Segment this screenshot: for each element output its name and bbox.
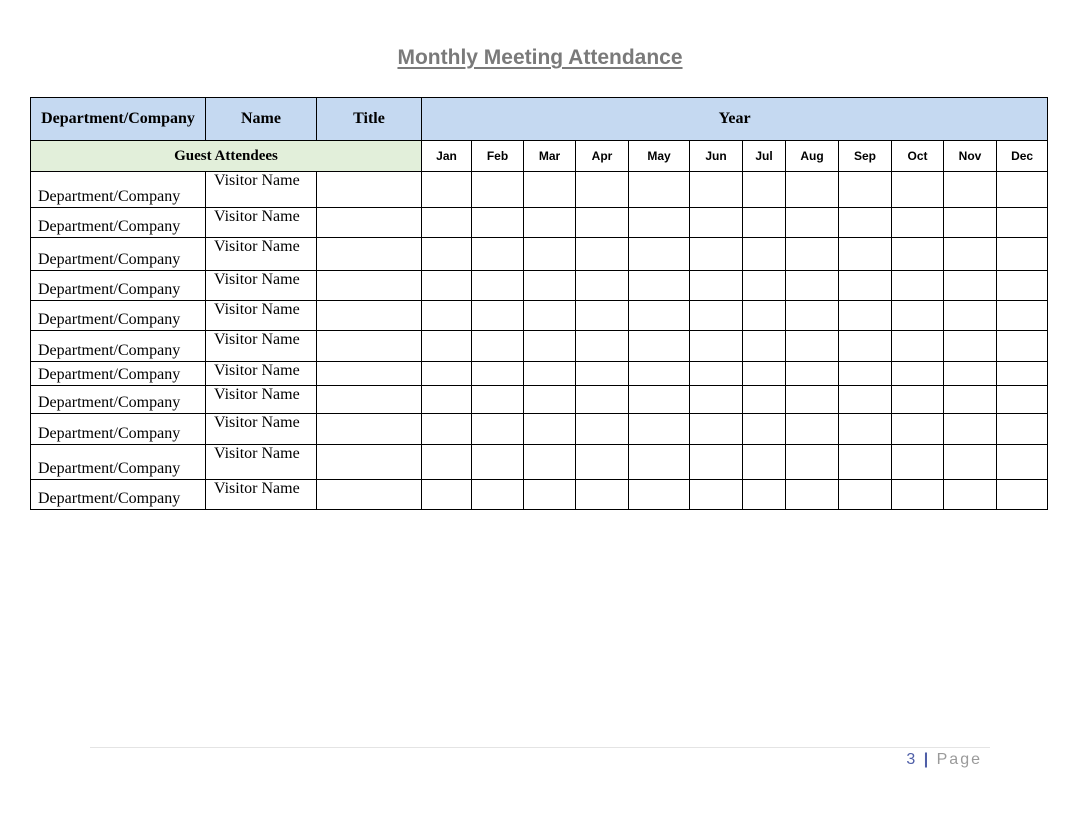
attendance-cell-jul [743, 386, 786, 414]
attendance-cell-apr [576, 238, 629, 271]
visitor-name-cell: Visitor Name [206, 445, 317, 480]
attendance-cell-oct [892, 480, 944, 510]
attendance-cell-jun [690, 172, 743, 208]
page-label: Page [936, 751, 982, 768]
visitor-name-cell: Visitor Name [206, 238, 317, 271]
attendance-cell-dec [997, 445, 1048, 480]
title-cell [317, 480, 422, 510]
attendance-cell-may [629, 238, 690, 271]
attendance-cell-jun [690, 362, 743, 386]
attendance-cell-apr [576, 480, 629, 510]
attendance-cell-nov [944, 331, 997, 362]
attendance-cell-mar [524, 238, 576, 271]
attendance-cell-sep [839, 208, 892, 238]
attendance-cell-dec [997, 271, 1048, 301]
table-row [31, 208, 1048, 238]
attendance-cell-oct [892, 331, 944, 362]
visitor-name-cell: Visitor Name [206, 331, 317, 362]
title-cell [317, 271, 422, 301]
attendance-cell-mar [524, 208, 576, 238]
attendance-cell-dec [997, 414, 1048, 445]
attendance-cell-aug [786, 362, 839, 386]
department-cell: Department/Company [31, 414, 206, 445]
attendance-cell-jun [690, 386, 743, 414]
attendance-cell-nov [944, 208, 997, 238]
visitor-name-cell: Visitor Name [206, 301, 317, 331]
month-header-may: May [629, 141, 690, 172]
attendance-cell-dec [997, 386, 1048, 414]
attendance-cell-feb [472, 238, 524, 271]
title-cell [317, 208, 422, 238]
month-header-mar: Mar [524, 141, 576, 172]
attendance-cell-jan [422, 301, 472, 331]
attendance-cell-apr [576, 331, 629, 362]
attendance-cell-feb [472, 445, 524, 480]
attendance-cell-feb [472, 386, 524, 414]
month-header-nov: Nov [944, 141, 997, 172]
attendance-cell-mar [524, 386, 576, 414]
document-title: Monthly Meeting Attendance [397, 46, 683, 69]
attendance-cell-mar [524, 271, 576, 301]
attendance-cell-nov [944, 386, 997, 414]
table-row [31, 172, 1048, 208]
attendance-cell-feb [472, 414, 524, 445]
attendance-cell-jun [690, 445, 743, 480]
attendance-cell-dec [997, 362, 1048, 386]
attendance-cell-jan [422, 271, 472, 301]
table-row [31, 414, 1048, 445]
table-row [31, 386, 1048, 414]
title-cell [317, 301, 422, 331]
attendance-cell-apr [576, 414, 629, 445]
visitor-name-cell: Visitor Name [206, 362, 317, 386]
attendance-cell-aug [786, 301, 839, 331]
footer-divider [90, 747, 990, 748]
month-header-dec: Dec [997, 141, 1048, 172]
attendance-cell-oct [892, 386, 944, 414]
attendance-cell-dec [997, 208, 1048, 238]
attendance-cell-jul [743, 238, 786, 271]
title-cell [317, 238, 422, 271]
attendance-cell-sep [839, 480, 892, 510]
attendance-cell-oct [892, 445, 944, 480]
attendance-cell-nov [944, 172, 997, 208]
title-cell [317, 362, 422, 386]
attendance-cell-nov [944, 271, 997, 301]
attendance-cell-aug [786, 208, 839, 238]
attendance-cell-aug [786, 414, 839, 445]
attendance-cell-nov [944, 414, 997, 445]
attendance-cell-sep [839, 238, 892, 271]
attendance-cell-jan [422, 414, 472, 445]
attendance-cell-aug [786, 172, 839, 208]
visitor-name-cell: Visitor Name [206, 414, 317, 445]
attendance-cell-nov [944, 238, 997, 271]
table-row [31, 362, 1048, 386]
department-cell: Department/Company [31, 445, 206, 480]
attendance-cell-jun [690, 271, 743, 301]
department-cell: Department/Company [31, 238, 206, 271]
page-separator: | [923, 751, 931, 768]
department-cell: Department/Company [31, 331, 206, 362]
attendance-cell-sep [839, 331, 892, 362]
attendance-cell-may [629, 208, 690, 238]
attendance-cell-jun [690, 331, 743, 362]
attendance-cell-feb [472, 362, 524, 386]
attendance-cell-jul [743, 271, 786, 301]
attendance-cell-may [629, 414, 690, 445]
attendance-cell-jan [422, 208, 472, 238]
attendance-table [30, 97, 1048, 510]
attendance-cell-oct [892, 238, 944, 271]
page-number: 3 [906, 751, 918, 768]
month-header-oct: Oct [892, 141, 944, 172]
month-header-jun: Jun [690, 141, 743, 172]
attendance-cell-aug [786, 331, 839, 362]
table-row [31, 238, 1048, 271]
visitor-name-cell: Visitor Name [206, 386, 317, 414]
attendance-cell-oct [892, 414, 944, 445]
attendance-cell-jul [743, 445, 786, 480]
title-cell [317, 386, 422, 414]
title-cell [317, 445, 422, 480]
attendance-cell-jun [690, 414, 743, 445]
attendance-cell-dec [997, 172, 1048, 208]
header-year: Year [422, 98, 1048, 141]
attendance-cell-feb [472, 271, 524, 301]
title-cell [317, 331, 422, 362]
attendance-cell-oct [892, 208, 944, 238]
attendance-cell-aug [786, 445, 839, 480]
month-header-jan: Jan [422, 141, 472, 172]
table-row [31, 301, 1048, 331]
attendance-cell-jan [422, 362, 472, 386]
attendance-cell-sep [839, 445, 892, 480]
attendance-cell-may [629, 331, 690, 362]
attendance-cell-jan [422, 238, 472, 271]
attendance-cell-apr [576, 301, 629, 331]
attendance-cell-feb [472, 208, 524, 238]
attendance-cell-mar [524, 414, 576, 445]
attendance-cell-may [629, 172, 690, 208]
attendance-cell-may [629, 271, 690, 301]
attendance-cell-jul [743, 331, 786, 362]
attendance-cell-dec [997, 331, 1048, 362]
attendance-cell-feb [472, 301, 524, 331]
attendance-cell-jun [690, 480, 743, 510]
month-header-sep: Sep [839, 141, 892, 172]
month-header-apr: Apr [576, 141, 629, 172]
attendance-cell-nov [944, 362, 997, 386]
attendance-cell-dec [997, 301, 1048, 331]
attendance-cell-apr [576, 362, 629, 386]
attendance-cell-may [629, 362, 690, 386]
attendance-cell-jan [422, 480, 472, 510]
header-title: Title [317, 98, 422, 141]
table-row [31, 480, 1048, 510]
table-row [31, 445, 1048, 480]
attendance-cell-jul [743, 414, 786, 445]
attendance-cell-mar [524, 301, 576, 331]
attendance-cell-jul [743, 362, 786, 386]
attendance-cell-dec [997, 238, 1048, 271]
attendance-cell-oct [892, 172, 944, 208]
attendance-cell-aug [786, 271, 839, 301]
attendance-cell-feb [472, 480, 524, 510]
department-cell: Department/Company [31, 362, 206, 386]
attendance-cell-aug [786, 386, 839, 414]
attendance-cell-sep [839, 271, 892, 301]
visitor-name-cell: Visitor Name [206, 480, 317, 510]
title-cell [317, 414, 422, 445]
title-cell [317, 172, 422, 208]
attendance-cell-sep [839, 386, 892, 414]
attendance-cell-oct [892, 271, 944, 301]
header-department: Department/Company [31, 98, 206, 141]
attendance-cell-jul [743, 208, 786, 238]
attendance-cell-jun [690, 238, 743, 271]
guest-attendees-label: Guest Attendees [31, 141, 422, 172]
header-name: Name [206, 98, 317, 141]
attendance-cell-dec [997, 480, 1048, 510]
attendance-cell-jan [422, 445, 472, 480]
department-cell: Department/Company [31, 208, 206, 238]
page-footer [906, 751, 982, 769]
attendance-cell-nov [944, 301, 997, 331]
attendance-cell-jul [743, 480, 786, 510]
month-header-jul: Jul [743, 141, 786, 172]
department-cell: Department/Company [31, 271, 206, 301]
visitor-name-cell: Visitor Name [206, 172, 317, 208]
attendance-cell-may [629, 445, 690, 480]
attendance-cell-nov [944, 480, 997, 510]
attendance-cell-mar [524, 331, 576, 362]
attendance-cell-sep [839, 414, 892, 445]
attendance-cell-aug [786, 480, 839, 510]
attendance-cell-jul [743, 172, 786, 208]
attendance-cell-jun [690, 301, 743, 331]
attendance-cell-oct [892, 301, 944, 331]
month-header-feb: Feb [472, 141, 524, 172]
attendance-cell-jan [422, 331, 472, 362]
attendance-cell-mar [524, 445, 576, 480]
attendance-cell-feb [472, 331, 524, 362]
attendance-cell-nov [944, 445, 997, 480]
attendance-cell-jan [422, 172, 472, 208]
visitor-name-cell: Visitor Name [206, 208, 317, 238]
month-header-aug: Aug [786, 141, 839, 172]
attendance-cell-jul [743, 301, 786, 331]
attendance-cell-apr [576, 172, 629, 208]
attendance-cell-jun [690, 208, 743, 238]
attendance-cell-may [629, 480, 690, 510]
table-row [31, 331, 1048, 362]
attendance-cell-may [629, 301, 690, 331]
attendance-cell-apr [576, 445, 629, 480]
attendance-cell-apr [576, 208, 629, 238]
department-cell: Department/Company [31, 172, 206, 208]
department-cell: Department/Company [31, 480, 206, 510]
visitor-name-cell: Visitor Name [206, 271, 317, 301]
attendance-cell-sep [839, 301, 892, 331]
attendance-cell-sep [839, 172, 892, 208]
attendance-cell-mar [524, 362, 576, 386]
attendance-cell-jan [422, 386, 472, 414]
attendance-cell-apr [576, 386, 629, 414]
attendance-cell-feb [472, 172, 524, 208]
department-cell: Department/Company [31, 386, 206, 414]
department-cell: Department/Company [31, 301, 206, 331]
attendance-cell-mar [524, 172, 576, 208]
attendance-cell-mar [524, 480, 576, 510]
attendance-cell-may [629, 386, 690, 414]
attendance-cell-aug [786, 238, 839, 271]
table-row [31, 271, 1048, 301]
attendance-cell-sep [839, 362, 892, 386]
attendance-cell-apr [576, 271, 629, 301]
attendance-cell-oct [892, 362, 944, 386]
